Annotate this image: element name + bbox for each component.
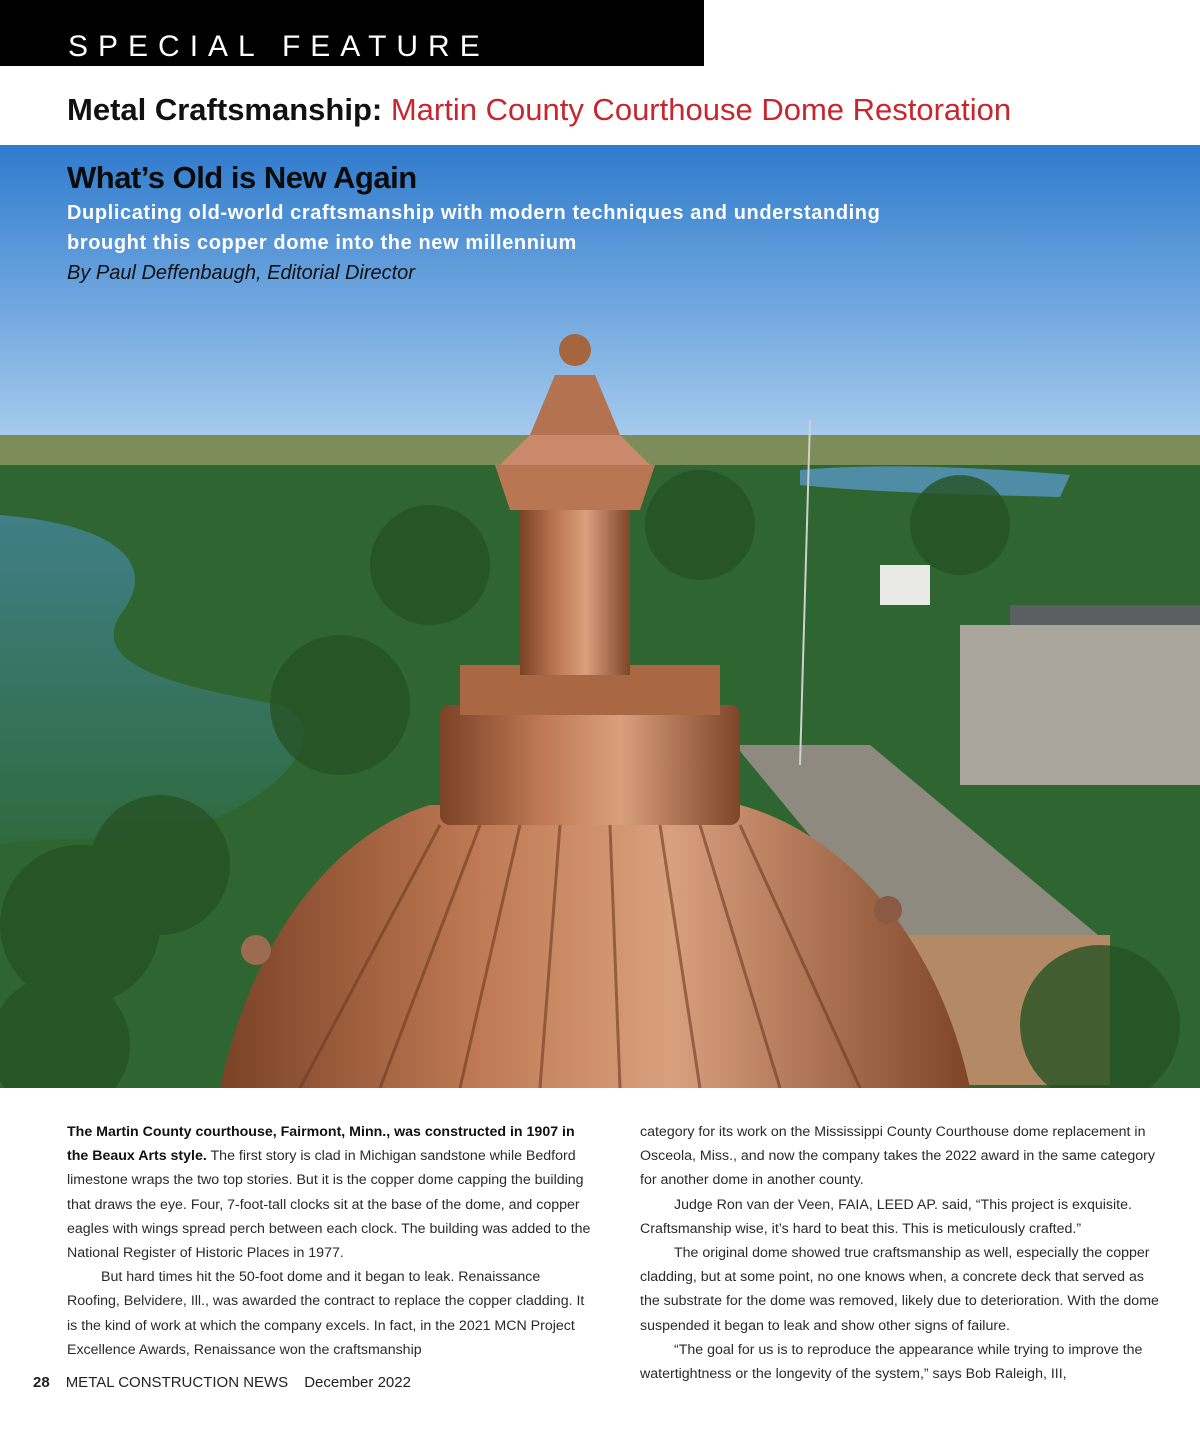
paragraph-text: The first story is clad in Michigan sandstone while Bedford limestone wraps the two top stories. But it is the copper dome capping the building that draws the eye. Four, 7-foot-tall clocks sit at the base of the dome, and copper eagles with wings spread perch between each clock. The building was added to the National Register of Historic Places in 1977.	[67, 1148, 591, 1262]
paragraph: The original dome showed true craftsmanship as well, especially the copper cladding, but at some point, no one knows when, a concrete deck that served as the substrate for the dome was removed, likely due to deterioration. With the dome suspended it began to leak and show other signs of failure.	[640, 1245, 1159, 1334]
paragraph	[67, 1120, 592, 1265]
article-deck: Duplicating old-world craftsmanship with modern techniques and understanding brought this copper dome into the new millennium	[67, 202, 881, 254]
dome-illustration	[0, 145, 1200, 1088]
magazine-name: METAL CONSTRUCTION NEWS	[65, 1374, 289, 1391]
section-label: SPECIAL FEATURE	[68, 30, 490, 63]
lede-text: The Martin County courthouse, Fairmont, Minn., was constructed in 1907 in the Beaux Arts style.	[67, 1124, 575, 1165]
section-banner	[0, 0, 704, 66]
page-footer	[33, 1374, 411, 1391]
article-byline: By Paul Deffenbaugh, Editorial Director	[67, 262, 415, 284]
issue-date: December 2022	[304, 1374, 411, 1391]
article-title: What’s Old is New Again	[67, 160, 417, 195]
paragraph: “The goal for us is to reproduce the appearance while trying to improve the watertightness or the longevity of the system,” says Bob Raleigh, III,	[640, 1341, 1143, 1383]
paragraph: category for its work on the Mississippi County Courthouse dome replacement in Osceola, Miss., and now the company takes the 2022 award in the same category for another dome in another county.	[640, 1124, 1155, 1189]
hero-photo	[0, 145, 1200, 1088]
page-number: 28	[33, 1374, 50, 1391]
paragraph: But hard times hit the 50-foot dome and it began to leak. Renaissance Roofing, Belvidere, Ill., was awarded the contract to replace the copper cladding. It is the kind of work at which the company excels. In fact, in the 2021 MCN Project Excellence Awards, Renaissance won the craftsmanship	[67, 1269, 585, 1358]
headline-bold: Metal Craftsmanship:	[67, 92, 383, 127]
headline-red: Martin County Courthouse Dome Restoration	[390, 92, 1012, 127]
page-headline	[67, 92, 1011, 128]
paragraph: Judge Ron van der Veen, FAIA, LEED AP. said, “This project is exquisite. Craftsmanship wise, it’s hard to beat this. This is meticulously crafted.”	[640, 1196, 1132, 1237]
body-column-right	[640, 1120, 1165, 1386]
body-column-left	[67, 1120, 592, 1362]
